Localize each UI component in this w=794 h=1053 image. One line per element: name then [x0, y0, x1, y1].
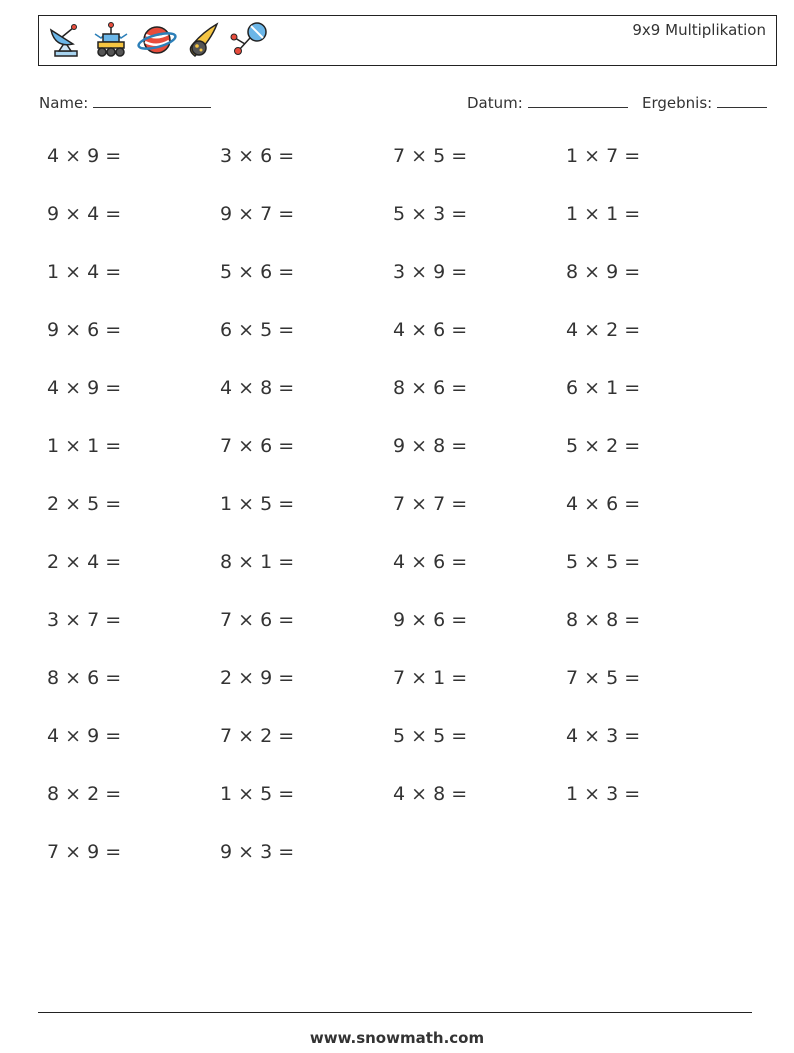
problem-item: 8 × 9 = [566, 261, 641, 283]
problem-item: 6 × 5 = [220, 319, 295, 341]
footer-website: www.snowmath.com [309, 1029, 485, 1047]
problem-item: 1 × 1 = [47, 435, 122, 457]
problem-item: 1 × 5 = [220, 783, 295, 805]
result-blank[interactable] [717, 93, 767, 108]
problem-item: 1 × 1 = [566, 203, 641, 225]
problem-item: 8 × 6 = [393, 377, 468, 399]
problem-item: 2 × 5 = [47, 493, 122, 515]
problem-item: 4 × 2 = [566, 319, 641, 341]
problem-item: 8 × 6 = [47, 667, 122, 689]
problem-item: 1 × 3 = [566, 783, 641, 805]
problem-item: 9 × 6 = [393, 609, 468, 631]
comet-icon [183, 20, 223, 60]
rover-robot-icon [91, 20, 131, 60]
problem-item: 5 × 2 = [566, 435, 641, 457]
problem-item: 7 × 1 = [393, 667, 468, 689]
name-label: Name: [39, 94, 89, 112]
problem-item: 1 × 5 = [220, 493, 295, 515]
problem-item: 4 × 6 = [566, 493, 641, 515]
problem-item: 1 × 4 = [47, 261, 122, 283]
space-probe-icon [229, 20, 269, 60]
problem-item: 7 × 6 = [220, 609, 295, 631]
worksheet-title: 9x9 Multiplikation [632, 21, 766, 39]
date-blank[interactable] [528, 93, 628, 108]
problem-item: 5 × 5 = [566, 551, 641, 573]
problem-item: 9 × 6 = [47, 319, 122, 341]
problem-item: 4 × 8 = [393, 783, 468, 805]
problem-item: 7 × 7 = [393, 493, 468, 515]
name-field [39, 93, 211, 112]
planet-icon [137, 20, 177, 60]
problem-item: 5 × 3 = [393, 203, 468, 225]
problem-item: 7 × 5 = [566, 667, 641, 689]
problem-item: 7 × 6 = [220, 435, 295, 457]
date-label: Datum: [467, 94, 523, 112]
result-field [642, 93, 767, 112]
problem-item: 7 × 2 = [220, 725, 295, 747]
problem-item: 4 × 6 = [393, 551, 468, 573]
problem-item: 9 × 7 = [220, 203, 295, 225]
problem-item: 7 × 9 = [47, 841, 122, 863]
worksheet-header [38, 15, 777, 66]
problem-item: 8 × 8 = [566, 609, 641, 631]
problem-item: 4 × 9 = [47, 377, 122, 399]
header-icons [45, 20, 269, 60]
problem-item: 2 × 4 = [47, 551, 122, 573]
satellite-dish-icon [45, 20, 85, 60]
problem-item: 1 × 7 = [566, 145, 641, 167]
problem-item: 4 × 9 = [47, 145, 122, 167]
problem-item: 4 × 6 = [393, 319, 468, 341]
problem-item: 9 × 8 = [393, 435, 468, 457]
problem-item: 4 × 8 = [220, 377, 295, 399]
problem-item: 3 × 6 = [220, 145, 295, 167]
problem-item: 4 × 3 = [566, 725, 641, 747]
problem-item: 3 × 7 = [47, 609, 122, 631]
problem-item: 3 × 9 = [393, 261, 468, 283]
problem-item: 8 × 1 = [220, 551, 295, 573]
name-blank[interactable] [93, 93, 211, 108]
problem-item: 2 × 9 = [220, 667, 295, 689]
problem-item: 5 × 6 = [220, 261, 295, 283]
problem-item: 8 × 2 = [47, 783, 122, 805]
problem-item: 9 × 4 = [47, 203, 122, 225]
date-field [467, 93, 628, 112]
problem-item: 4 × 9 = [47, 725, 122, 747]
problem-item: 7 × 5 = [393, 145, 468, 167]
problem-item: 9 × 3 = [220, 841, 295, 863]
footer-divider [38, 1012, 752, 1013]
result-label: Ergebnis: [642, 94, 713, 112]
problem-item: 6 × 1 = [566, 377, 641, 399]
problem-item: 5 × 5 = [393, 725, 468, 747]
